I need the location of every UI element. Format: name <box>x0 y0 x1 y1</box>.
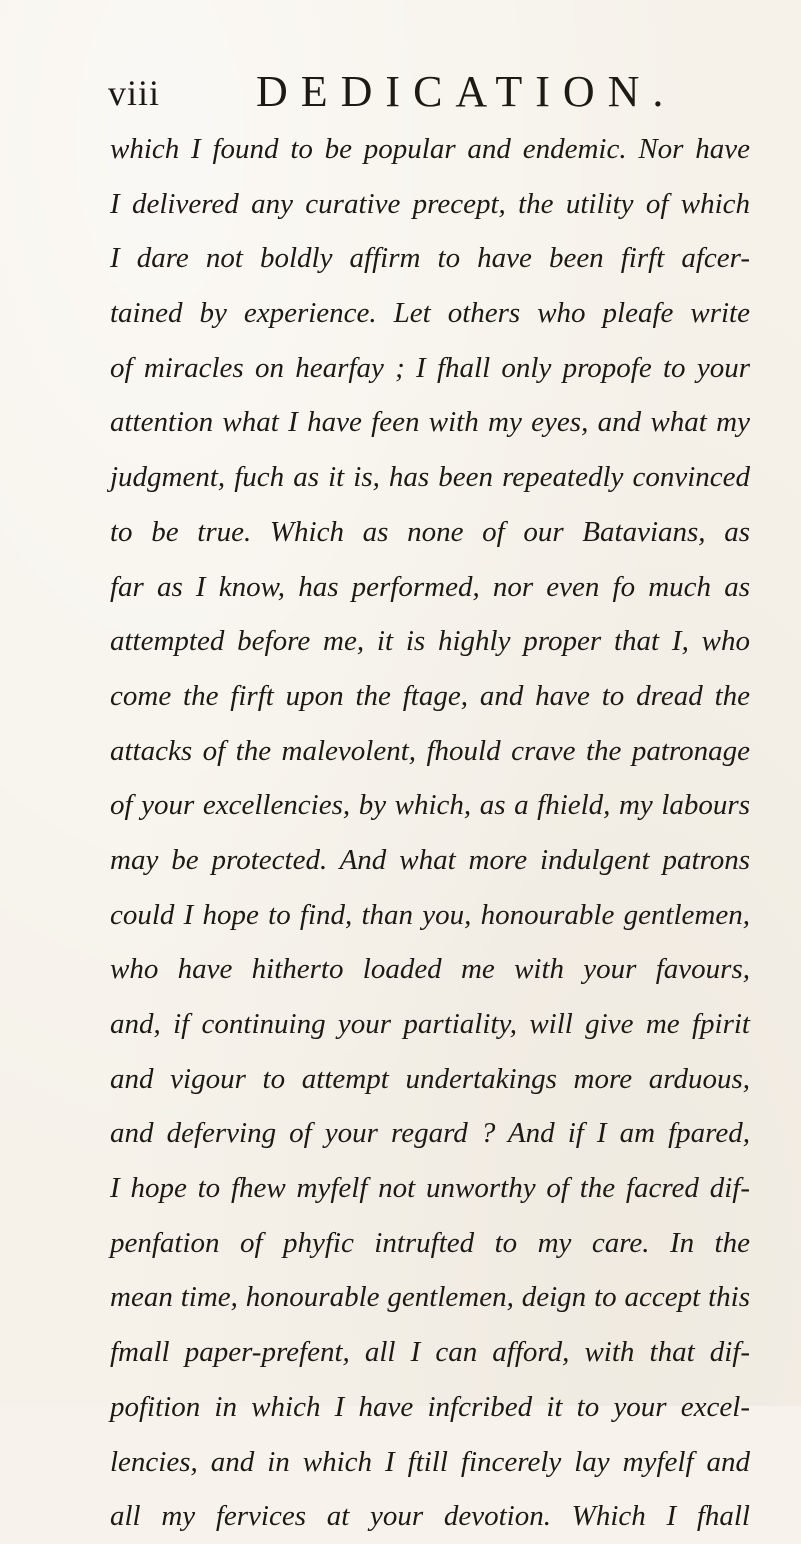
text-line: and, if continuing your partiality, will give me fpirit <box>110 1008 750 1040</box>
body-text <box>110 122 750 1544</box>
running-head: DEDICATION. <box>256 67 677 116</box>
text-line: attention what I have feen with my eyes, and what my <box>110 406 750 439</box>
text-line: attacks of the malevolent, fhould crave the patronage <box>110 734 750 767</box>
text-line: I hope to fhew myfelf not unworthy of the facred dif- <box>110 1172 750 1205</box>
text-line: of your excellencies, by which, as a fhield, my labours <box>110 789 750 822</box>
text-line: penfation of phyfic intrufted to my care. In the <box>110 1226 750 1259</box>
text-line: may be protected. And what more indulgent patrons <box>110 843 750 876</box>
text-line: of miracles on hearfay ; I fhall only propofe to your <box>110 351 750 384</box>
text-line: attempted before me, it is highly proper that I, who <box>110 625 750 658</box>
text-line: who have hitherto loaded me with your favours, <box>110 953 750 986</box>
text-line: all my fervices at your devotion. Which I fhall <box>110 1500 750 1533</box>
text-line: fmall paper-prefent, all I can afford, with that dif- <box>110 1336 750 1369</box>
text-line: and vigour to attempt undertakings more arduous, <box>110 1062 750 1095</box>
text-line: which I found to be popular and endemic. Nor have <box>110 133 750 165</box>
text-line: judgment, fuch as it is, has been repeatedly convinced <box>110 461 750 494</box>
text-line: could I hope to find, than you, honourable gentlemen, <box>110 898 750 931</box>
text-line: mean time, honourable gentlemen, deign to accept this <box>110 1281 750 1314</box>
text-line: I delivered any curative precept, the utility of which <box>110 187 750 220</box>
text-line: far as I know, has performed, nor even fo much as <box>110 570 750 603</box>
text-line: come the firft upon the ftage, and have to dread the <box>110 679 750 712</box>
text-line: I dare not boldly affirm to have been firft afcer- <box>110 242 750 275</box>
text-line: pofition in which I have infcribed it to your excel- <box>110 1390 750 1423</box>
text-line: and deferving of your regard ? And if I am fpared, <box>110 1117 750 1150</box>
text-line: lencies, and in which I ftill fincerely lay myfelf and <box>110 1445 750 1478</box>
text-line: tained by experience. Let others who pleafe write <box>110 297 750 330</box>
page-header <box>108 66 768 118</box>
text-line: to be true. Which as none of our Batavians, as <box>110 515 750 548</box>
page-number: viii <box>108 73 161 113</box>
